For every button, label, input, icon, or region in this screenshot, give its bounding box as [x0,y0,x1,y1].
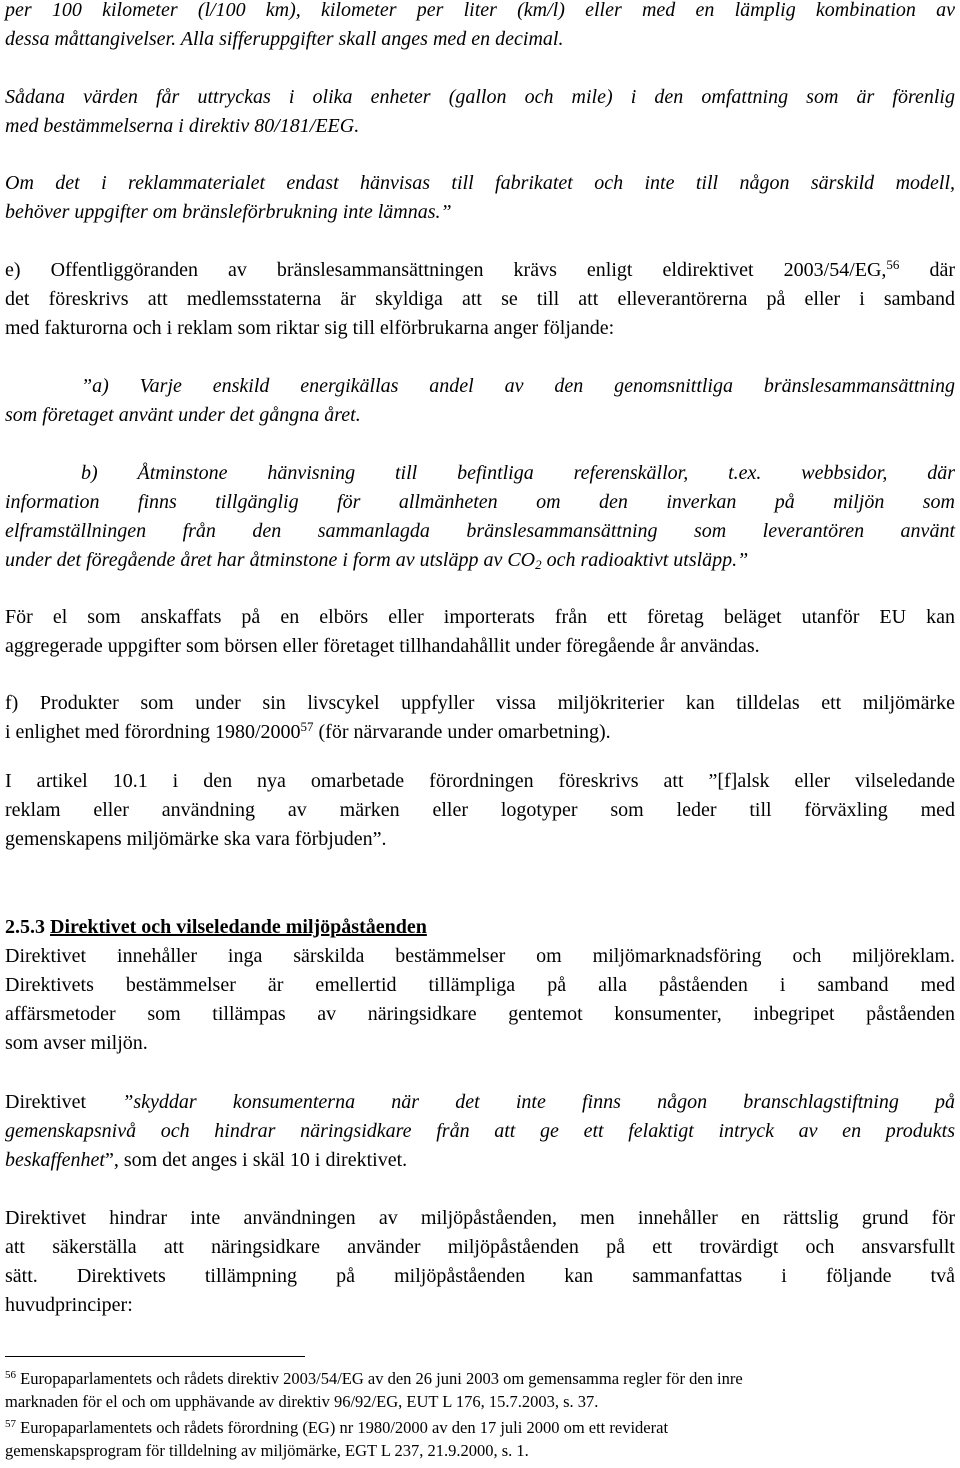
section-number: 2.5.3 [5,916,45,938]
text-segment: där [899,259,955,281]
paragraph-directive-protects [5,1088,955,1175]
footnote-separator [5,1356,305,1357]
text-line: med fakturorna och i reklam som riktar sig till elförbrukarna anger följande: [5,317,615,339]
text-line: dessa måttangivelser. Alla sifferuppgifter skall anges med en decimal. [5,28,564,50]
text-line: gemenskapsnivå och hindrar näringsidkare från att ge ett felaktigt intryck av en produkts [5,1120,955,1142]
text-line: elframställningen från den sammanlagda bränslesammansättning som leverantören använt [5,520,955,542]
text-line: För el som anskaffats på en elbörs eller importerats från ett företag beläget utanför EU kan [5,606,955,628]
text-line: per 100 kilometer (l/100 km), kilometer per liter (km/l) eller med en lämplig kombination av [5,0,955,21]
footnote-number: 57 [5,1418,16,1430]
footnote-ref-56[interactable]: 56 [886,257,900,272]
footnote-line: marknaden för el och om upphävande av direktiv 96/92/EG, EUT L 176, 15.7.2003, s. 37. [5,1392,599,1411]
paragraph-article-10-1 [5,767,955,854]
text-line: gemenskapens miljömärke ska vara förbjuden”. [5,828,387,850]
subscript-2: 2 [535,557,542,572]
text-line: med bestämmelserna i direktiv 80/181/EEG. [5,115,360,137]
footnote-ref-57[interactable]: 57 [300,719,314,734]
text-line: aggregerade uppgifter som börsen eller företaget tillhandahållit under föregående år användas. [5,635,760,657]
text-line: Sådana värden får uttryckas i olika enheter (gallon och mile) i den omfattning som är förenlig [5,86,955,108]
text-line: behöver uppgifter om bränsleförbrukning inte lämnas.” [5,201,452,223]
text-line: I artikel 10.1 i den nya omarbetade förordningen föreskrivs att ”[f]alsk eller vilseledande [5,770,955,792]
text-line [5,1088,955,1117]
paragraph-quote-a [5,372,955,430]
text-line: information finns tillgänglig för allmänheten om den inverkan på miljön som [5,491,955,513]
text-line [5,546,955,575]
text-line: f) Produkter som under sin livscykel uppfyller vissa miljökriterier kan tilldelas ett miljömärke [5,692,955,714]
text-line [5,256,955,285]
paragraph-units-gallon-mile [5,83,955,141]
text-segment: e) Offentliggöranden av bränslesammansättningen krävs enligt eldirektivet 2003/54/EG, [5,259,887,281]
text-line: Om det i reklammaterialet endast hänvisas till fabrikatet och inte till någon särskild modell, [5,172,955,194]
text-line [5,718,955,747]
text-line: reklam eller användning av märken eller logotyper som leder till förväxling med [5,799,955,821]
text-segment: under det föregående året har åtminstone i form av utsläpp av CO [5,549,536,571]
text-line: Direktivets bestämmelser är emellertid tillämpliga på alla påståenden i samband med [5,974,955,996]
paragraph-eco-label [5,689,955,747]
paragraph-electricity-directive [5,256,955,343]
text-line: affärsmetoder som tillämpas av näringsidkare gentemot konsumenter, inbegripet påståenden [5,1003,955,1025]
paragraph-fuel-consumption-units [5,0,955,54]
text-segment: beskaffenhet [5,1149,105,1171]
footnote-56 [5,1367,955,1413]
text-segment: i enlighet med förordning 1980/2000 [5,721,301,743]
footnote-line [5,1367,955,1390]
section-title: Direktivet och vilseledande miljöpåståenden [50,916,427,938]
text-line: Direktivet innehåller inga särskilda bestämmelser om miljömarknadsföring och miljöreklam. [5,945,955,967]
footnote-line [5,1416,955,1439]
footnote-text: Europaparlamentets och rådets direktiv 2003/54/EG av den 26 juni 2003 om gemensamma regler för den inre [16,1369,743,1388]
text-line: huvudprinciper: [5,1294,133,1316]
section-heading [5,913,955,942]
paragraph-directive-does-not-prevent [5,1204,955,1320]
text-line: b) Åtminstone hänvisning till befintliga referenskällor, t.ex. webbsidor, där [81,462,955,484]
text-segment: (för närvarande under omarbetning). [313,721,611,743]
text-line: sätt. Direktivets tillämpning på miljöpåståenden kan sammanfattas i följande två [5,1265,955,1287]
text-line: ”a) Varje enskild energikällas andel av den genomsnittliga bränslesammansättning [81,375,955,397]
paragraph-electricity-exchange [5,603,955,661]
paragraph-reference-brand [5,169,955,227]
footnote-text: Europaparlamentets och rådets förordning (EG) nr 1980/2000 av den 17 juli 2000 om ett reviderat [16,1418,669,1437]
text-line: som avser miljön. [5,1032,148,1054]
footnote-number: 56 [5,1369,16,1381]
paragraph-directive-content [5,942,955,1058]
text-line [5,1146,955,1175]
text-line: det föreskrivs att medlemsstaterna är skyldiga att se till att elleverantörerna på eller i samband [5,288,955,310]
text-segment: Direktivet [5,1091,123,1113]
footnote-line: gemenskapsprogram för tilldelning av miljömärke, EGT L 237, 21.9.2000, s. 1. [5,1441,529,1460]
text-line: att säkerställa att näringsidkare använder miljöpåståenden på ett trovärdigt och ansvarsfullt [5,1236,955,1258]
text-segment: och radioaktivt utsläpp.” [541,549,749,571]
footnote-57 [5,1416,955,1462]
text-segment: ”, som det anges i skäl 10 i direktivet. [104,1149,408,1171]
paragraph-quote-b [5,459,955,575]
text-line: som företaget använt under det gångna året. [5,404,361,426]
text-segment: ”skyddar konsumenterna när det inte finns någon branschlagstiftning på [122,1091,955,1113]
text-line: Direktivet hindrar inte användningen av miljöpåståenden, men innehåller en rättslig grund för [5,1207,955,1229]
